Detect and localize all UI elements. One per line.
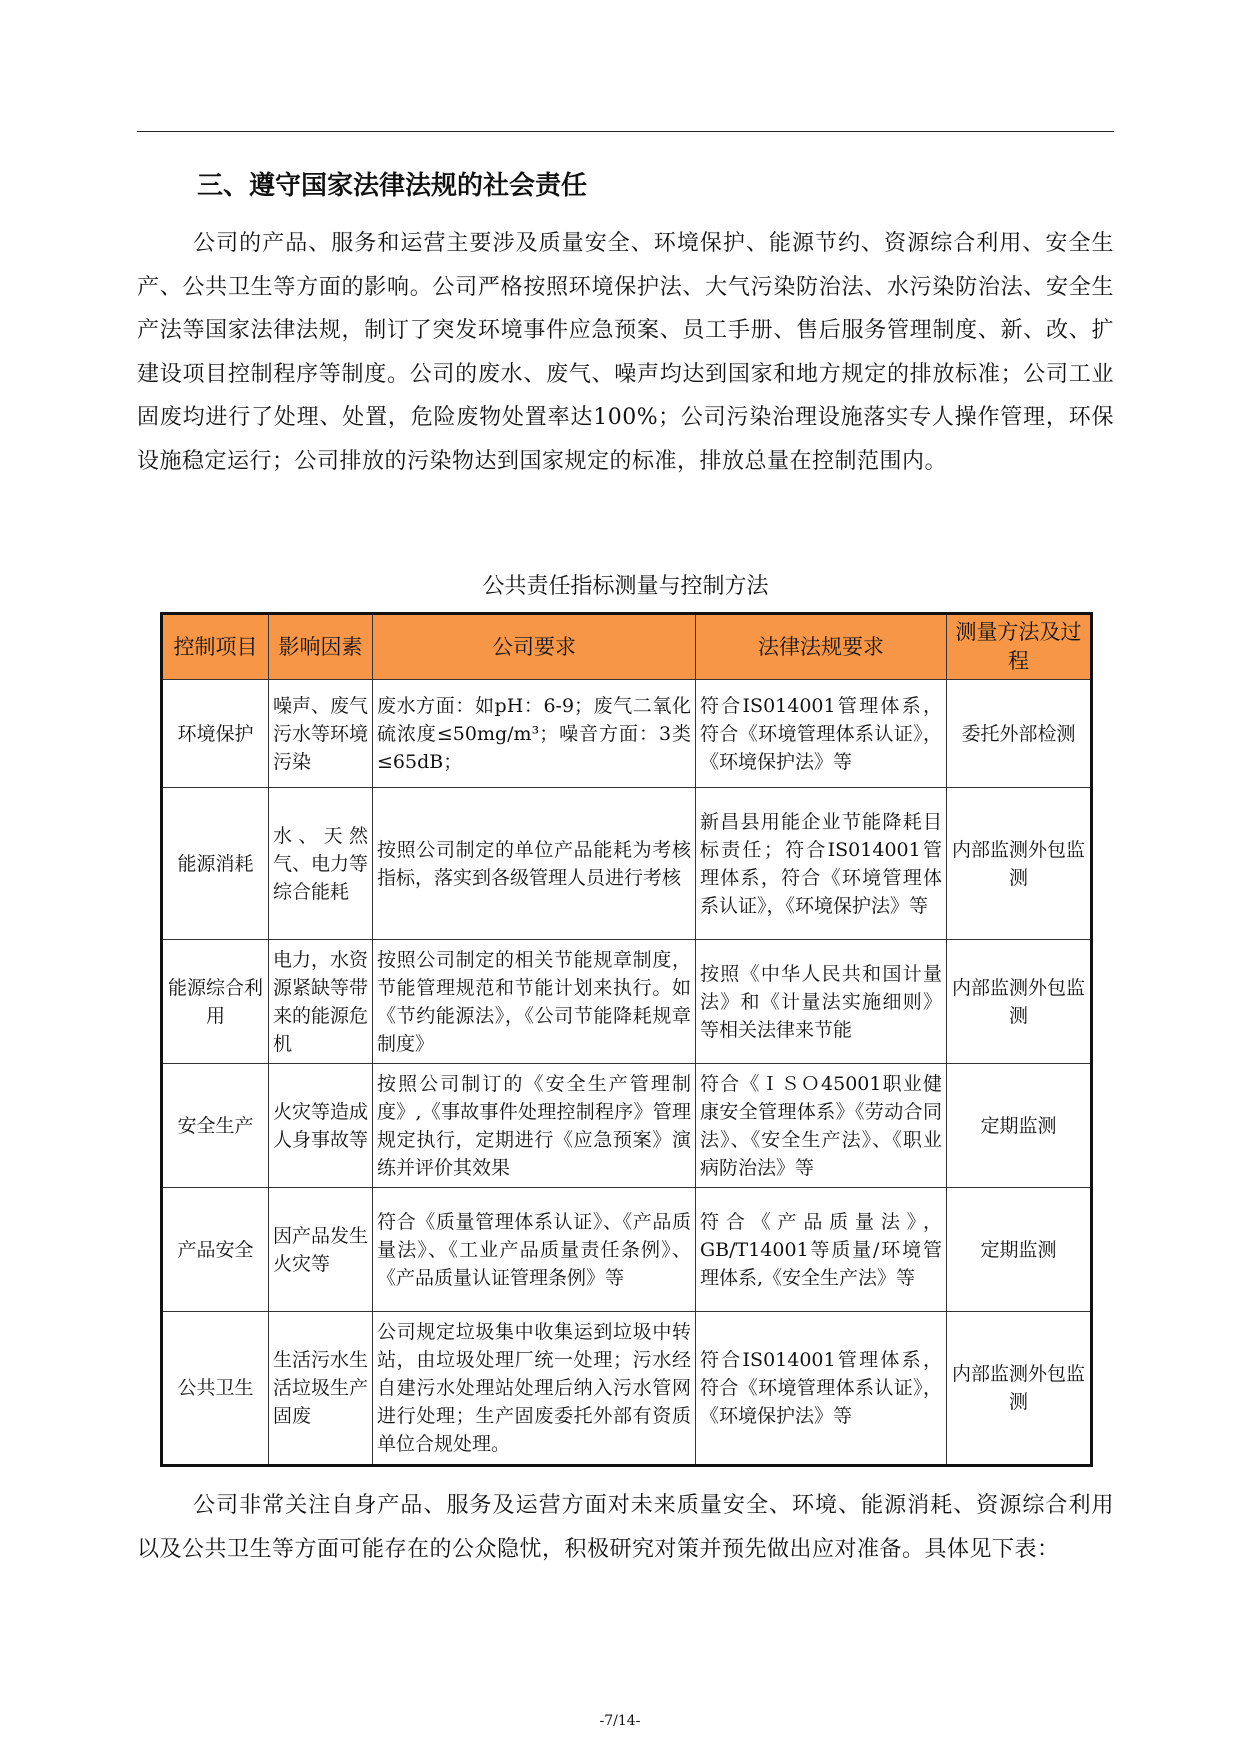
cell-legal-requirement: 符合《产品质量法》，GB/T14001等质量/环境管理体系,《安全生产法》等 (696, 1188, 947, 1312)
cell-measurement-method: 委托外部检测 (947, 680, 1092, 788)
cell-legal-requirement: 符合《ＩＳＯ45001职业健康安全管理体系》《劳动合同法》、《安全生产法》、《职业病防治法》等 (696, 1064, 947, 1188)
header-factor: 影响因素 (269, 614, 373, 680)
cell-measurement-method: 定期监测 (947, 1064, 1092, 1188)
cell-company-requirement: 公司规定垃圾集中收集运到垃圾中转站，由垃圾处理厂统一处理；污水经自建污水处理站处理后纳入污水管网进行处理；生产固废委托外部有资质单位合规处理。 (373, 1312, 696, 1466)
cell-factor: 生活污水生活垃圾生产固废 (269, 1312, 373, 1466)
cell-factor: 电力，水资源紧缺等带来的能源危机 (269, 940, 373, 1064)
cell-control-item: 能源综合利用 (162, 940, 269, 1064)
intro-paragraph: 公司的产品、服务和运营主要涉及质量安全、环境保护、能源节约、资源综合利用、安全生产、公共卫生等方面的影响。公司严格按照环境保护法、大气污染防治法、水污染防治法、安全生产法等国家法律法规，制订了突发环境事件应急预案、员工手册、售后服务管理制度、新、改、扩建设项目控制程序等制度。公司的废水、废气、噪声均达到国家和地方规定的排放标准；公司工业固废均进行了处理、处置，危险废物处置率达100%；公司污染治理设施落实专人操作管理，环保设施稳定运行；公司排放的污染物达到国家规定的标准，排放总量在控制范围内。 (137, 231, 1114, 474)
cell-control-item: 安全生产 (162, 1064, 269, 1188)
header-control-item: 控制项目 (162, 614, 269, 680)
header-measurement-method: 测量方法及过程 (947, 614, 1092, 680)
table-row (162, 1312, 1092, 1466)
cell-company-requirement: 符合《质量管理体系认证》、《产品质量法》、《工业产品质量责任条例》、《产品质量认证管理条例》等 (373, 1188, 696, 1312)
table-row (162, 680, 1092, 788)
cell-factor: 水、天然气、电力等综合能耗 (269, 788, 373, 940)
cell-legal-requirement: 符合IS014001管理体系，符合《环境管理体系认证》，《环境保护法》等 (696, 680, 947, 788)
cell-legal-requirement: 符合IS014001管理体系，符合《环境管理体系认证》，《环境保护法》等 (696, 1312, 947, 1466)
section-title: 三、遵守国家法律法规的社会责任 (197, 171, 588, 201)
cell-factor: 火灾等造成人身事故等 (269, 1064, 373, 1188)
cell-factor: 噪声、废气污水等环境污染 (269, 680, 373, 788)
table-row (162, 940, 1092, 1064)
header-company-requirement: 公司要求 (373, 614, 696, 680)
header-rule (137, 131, 1114, 132)
table-row (162, 1188, 1092, 1312)
cell-measurement-method: 内部监测外包监测 (947, 1312, 1092, 1466)
cell-legal-requirement: 按照《中华人民共和国计量法》和《计量法实施细则》等相关法律来节能 (696, 940, 947, 1064)
table-row (162, 788, 1092, 940)
page-number: -7/14- (599, 1713, 641, 1729)
header-legal-requirement: 法律法规要求 (696, 614, 947, 680)
cell-company-requirement: 按照公司制定的相关节能规章制度，节能管理规范和节能计划来执行。如《节约能源法》，《公司节能降耗规章制度》 (373, 940, 696, 1064)
closing-paragraph: 公司非常关注自身产品、服务及运营方面对未来质量安全、环境、能源消耗、资源综合利用以及公共卫生等方面可能存在的公众隐忧，积极研究对策并预先做出应对准备。具体见下表： (137, 1493, 1114, 1562)
cell-control-item: 公共卫生 (162, 1312, 269, 1466)
table-caption: 公共责任指标测量与控制方法 (482, 574, 769, 599)
cell-control-item: 能源消耗 (162, 788, 269, 940)
cell-company-requirement: 按照公司制订的《安全生产管理制度》,《事故事件处理控制程序》管理规定执行，定期进行《应急预案》演练并评价其效果 (373, 1064, 696, 1188)
cell-company-requirement: 废水方面：如pH：6-9；废气二氧化硫浓度≤50mg/m³；噪音方面：3类≤65dB； (373, 680, 696, 788)
table-row (162, 1064, 1092, 1188)
cell-measurement-method: 内部监测外包监测 (947, 788, 1092, 940)
cell-legal-requirement: 新昌县用能企业节能降耗目标责任；符合IS014001管理体系，符合《环境管理体系认证》，《环境保护法》等 (696, 788, 947, 940)
cell-factor: 因产品发生火灾等 (269, 1188, 373, 1312)
cell-company-requirement: 按照公司制定的单位产品能耗为考核指标，落实到各级管理人员进行考核 (373, 788, 696, 940)
cell-control-item: 环境保护 (162, 680, 269, 788)
table-header-row (162, 614, 1092, 680)
cell-control-item: 产品安全 (162, 1188, 269, 1312)
responsibility-table (160, 612, 1093, 1467)
cell-measurement-method: 定期监测 (947, 1188, 1092, 1312)
cell-measurement-method: 内部监测外包监测 (947, 940, 1092, 1064)
